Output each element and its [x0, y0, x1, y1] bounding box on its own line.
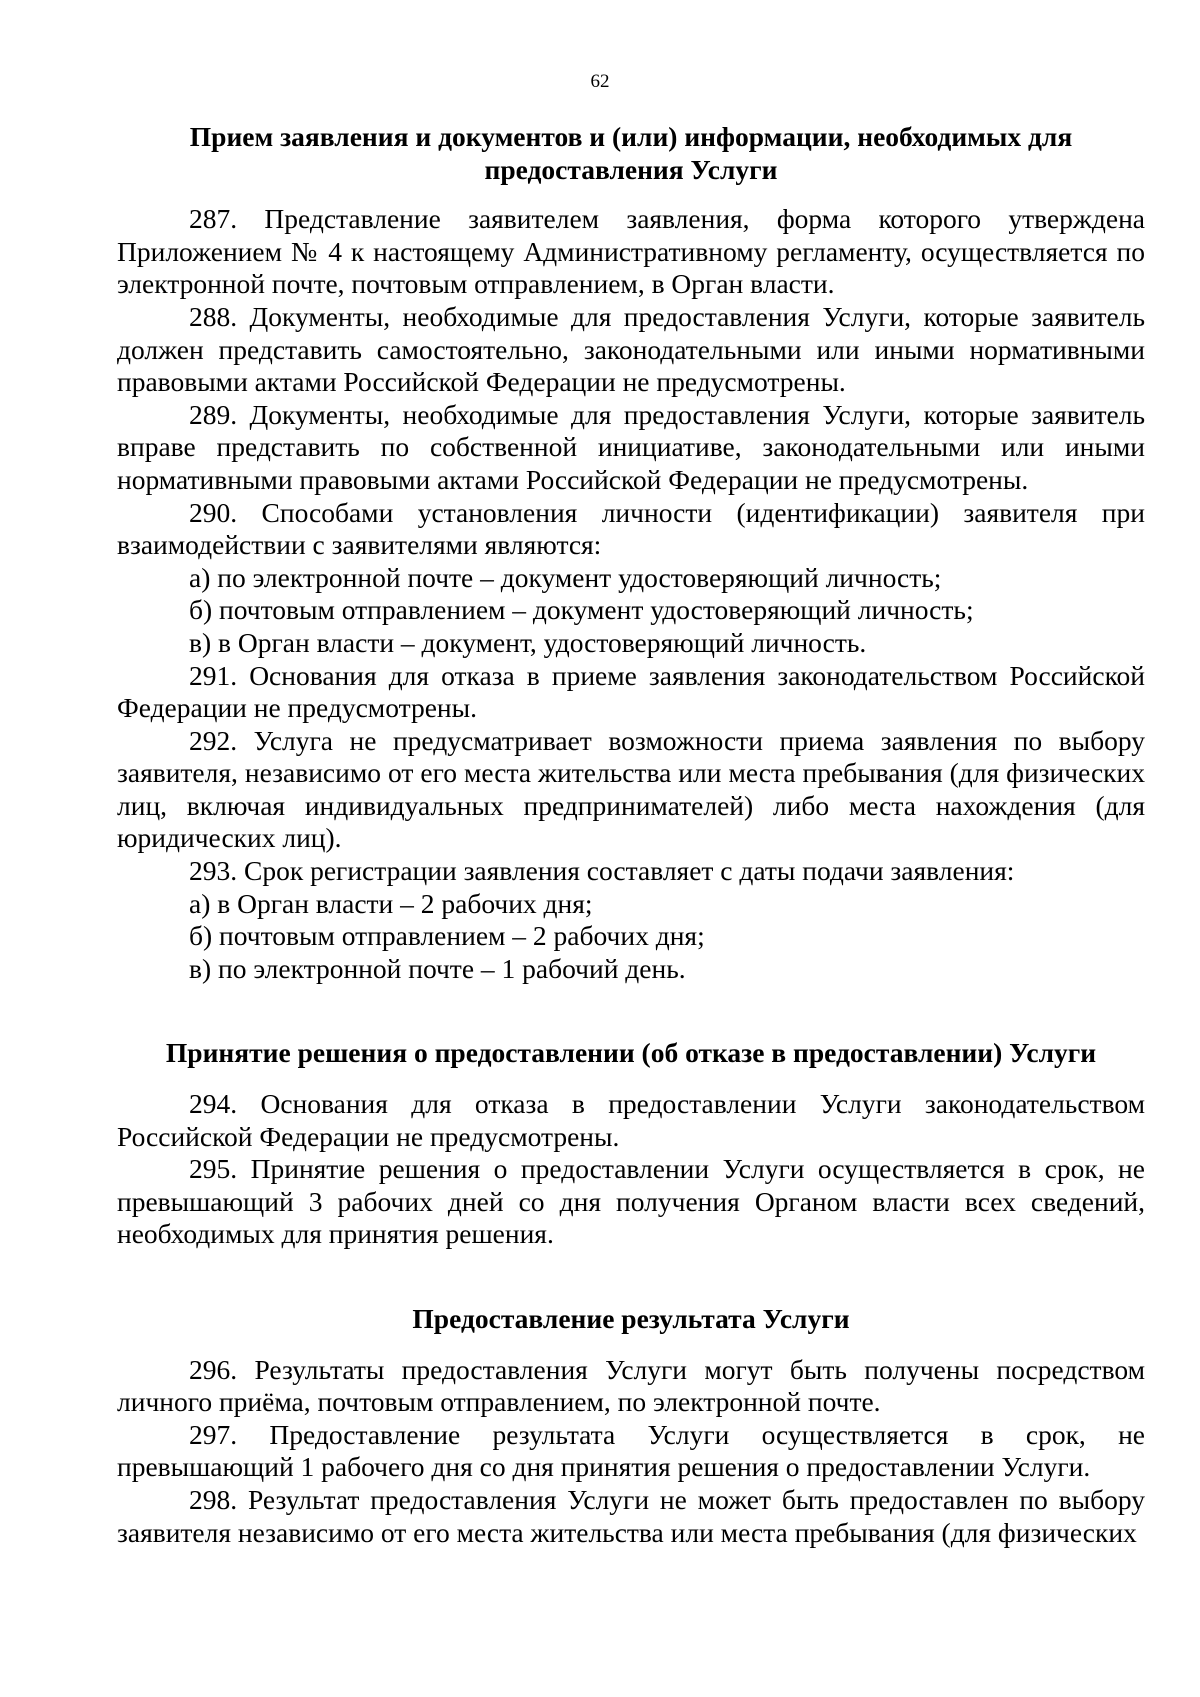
- document-body: [117, 121, 1145, 1549]
- paragraph-295: 295. Принятие решения о предоставлении Услуги осуществляется в срок, не превышающий 3 рабочих дней со дня получения Органом власти всех сведений, необходимых для принятия решения.: [117, 1153, 1145, 1250]
- paragraph-288: 288. Документы, необходимые для предоставления Услуги, которые заявитель должен представить самостоятельно, законодательными или иными нормативными правовыми актами Российской Федерации не предусмотрены.: [117, 300, 1145, 398]
- section-heading-application-intake: Прием заявления и документов и (или) информации, необходимых для предоставления Услуги: [189, 121, 1073, 185]
- section-heading-result: Предоставление результата Услуги: [412, 1303, 850, 1334]
- list-item-290-c: в) в Орган власти – документ, удостоверяющий личность.: [189, 626, 867, 658]
- paragraph-298: 298. Результат предоставления Услуги не может быть предоставлен по выбору заявителя независимо от его места жительства или места пребывания (для физических: [117, 1483, 1145, 1548]
- section-heading-decision: Принятие решения о предоставлении (об отказе в предоставлении) Услуги: [165, 1037, 1097, 1069]
- page-number: 62: [590, 71, 610, 92]
- paragraph-291: 291. Основания для отказа в приеме заявления законодательством Российской Федерации не предусмотрены.: [117, 659, 1145, 724]
- list-item-290-a: а) по электронной почте – документ удостоверяющий личность;: [189, 561, 942, 593]
- paragraph-297: 297. Предоставление результата Услуги осуществляется в срок, не превышающий 1 рабочего дня со дня принятия решения о предоставлении Услуги.: [117, 1418, 1145, 1483]
- paragraph-289: 289. Документы, необходимые для предоставления Услуги, которые заявитель вправе представить по собственной инициативе, законодательными или иными нормативными правовыми актами Российской Федерации не предусмотрены.: [117, 398, 1145, 495]
- paragraph-287: 287. Представление заявителем заявления, форма которого утверждена Приложением № 4 к настоящему Административному регламенту, осуществляется по электронной почте, почтовым отправлением, в Орган власти.: [117, 203, 1145, 300]
- paragraph-296: 296. Результаты предоставления Услуги могут быть получены посредством личного приёма, почтовым отправлением, по электронной почте.: [117, 1353, 1145, 1418]
- paragraph-294: 294. Основания для отказа в предоставлении Услуги законодательством Российской Федерации не предусмотрены.: [117, 1088, 1145, 1152]
- list-item-293-c: в) по электронной почте – 1 рабочий день.: [189, 952, 686, 984]
- list-item-293-a: а) в Орган власти – 2 рабочих дня;: [189, 887, 593, 919]
- paragraph-292: 292. Услуга не предусматривает возможности приема заявления по выбору заявителя, независимо от его места жительства или места пребывания (для физических лиц, включая индивидуальных предпринимателей) либо места нахождения (для юридических лиц).: [117, 724, 1145, 854]
- list-item-293-b: б) почтовым отправлением – 2 рабочих дня;: [189, 920, 705, 952]
- paragraph-290: 290. Способами установления личности (идентификации) заявителя при взаимодействии с заявителями являются:: [117, 496, 1145, 561]
- paragraph-293: 293. Срок регистрации заявления составляет с даты подачи заявления:: [189, 855, 1015, 887]
- list-item-290-b: б) почтовым отправлением – документ удостоверяющий личность;: [189, 594, 974, 626]
